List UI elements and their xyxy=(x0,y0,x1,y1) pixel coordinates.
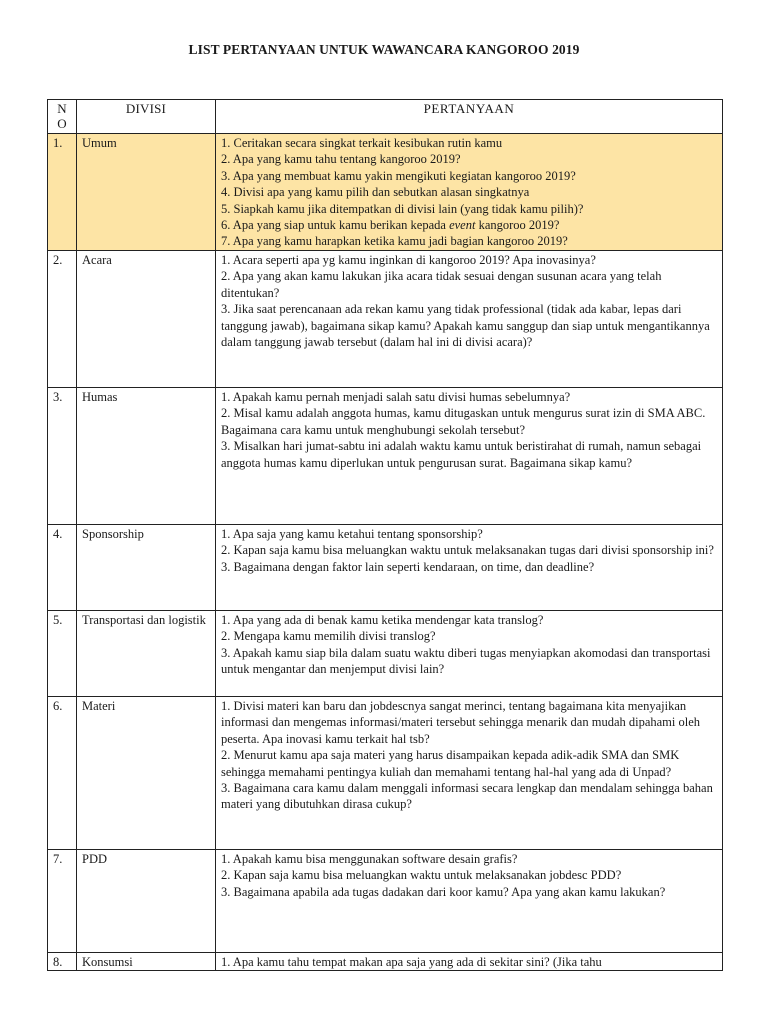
question-item: 3. Bagaimana apabila ada tugas dadakan dari koor kamu? Apa yang akan kamu lakukan? xyxy=(221,884,666,899)
table-header-row xyxy=(48,100,723,134)
header-no xyxy=(48,100,77,134)
question-text-emphasis: event xyxy=(449,218,476,233)
row-questions xyxy=(216,388,723,525)
question-item: 2. Misal kamu adalah anggota humas, kamu ditugaskan untuk mengurus surat izin di SMA ABC. Bagaimana cara kamu untuk menghubungi sekolah tersebut? xyxy=(221,406,706,437)
table-row xyxy=(48,525,723,611)
row-divisi: Umum xyxy=(77,134,216,251)
question-item: 1. Apa saja yang kamu ketahui tentang sponsorship? xyxy=(221,527,483,541)
question-item: 2. Apa yang kamu tahu tentang kangoroo 2019? xyxy=(221,152,461,167)
question-item: 2. Menurut kamu apa saja materi yang harus disampaikan kepada adik-adik SMA dan SMK sehingga memahami pentingya kuliah dan memahami tentang hal-hal yang ada di Unpad? xyxy=(221,748,680,779)
table-row xyxy=(48,388,723,525)
row-questions xyxy=(216,251,723,388)
row-divisi: PDD xyxy=(77,850,216,953)
row-divisi: Materi xyxy=(77,697,216,850)
questions-table xyxy=(47,99,723,971)
question-item: 4. Divisi apa yang kamu pilih dan sebutkan alasan singkatnya xyxy=(221,185,530,200)
question-item: 2. Mengapa kamu memilih divisi translog? xyxy=(221,629,436,644)
row-questions xyxy=(216,953,723,971)
question-item: 5. Siapkah kamu jika ditempatkan di divisi lain (yang tidak kamu pilih)? xyxy=(221,201,584,216)
header-pertanyaan: PERTANYAAN xyxy=(216,100,723,134)
question-item: 3. Apa yang membuat kamu yakin mengikuti kegiatan kangoroo 2019? xyxy=(221,168,576,183)
question-text-post: kangoroo 2019? xyxy=(475,218,560,233)
question-item xyxy=(221,217,717,233)
row-divisi: Acara xyxy=(77,251,216,388)
table-row xyxy=(48,251,723,388)
question-item: 2. Kapan saja kamu bisa meluangkan waktu untuk melaksanakan tugas dari divisi sponsorship ini? xyxy=(221,543,714,558)
question-item: 3. Bagaimana cara kamu dalam menggali informasi secara lengkap dan mendalam sehingga bahan materi yang dibutuhkan dirasa cukup? xyxy=(221,781,713,812)
question-item: 1. Divisi materi kan baru dan jobdescnya sangat merinci, tentang bagaimana kita menyajikan informasi dan mengemas informasi/materi tersebut sehingga menarik dan mudah dipahami oleh peserta. Apa inovasi kamu terkait hal tsb? xyxy=(221,699,701,746)
table-row xyxy=(48,611,723,697)
row-divisi: Transportasi dan logistik xyxy=(77,611,216,697)
row-questions xyxy=(216,697,723,850)
header-no-line2: O xyxy=(57,116,67,131)
question-item: 1. Apa kamu tahu tempat makan apa saja yang ada di sekitar sini? (Jika tahu xyxy=(221,955,602,969)
table-row xyxy=(48,953,723,971)
row-number: 8. xyxy=(48,953,77,971)
document-title: LIST PERTANYAAN UNTUK WAWANCARA KANGOROO 2019 xyxy=(188,42,580,57)
row-number: 2. xyxy=(48,251,77,388)
question-item: 2. Kapan saja kamu bisa meluangkan waktu untuk melaksanakan jobdesc PDD? xyxy=(221,868,622,883)
row-questions xyxy=(216,611,723,697)
row-divisi: Humas xyxy=(77,388,216,525)
question-item: 1. Ceritakan secara singkat terkait kesibukan rutin kamu xyxy=(221,136,503,150)
question-item: 3. Bagaimana dengan faktor lain seperti kendaraan, on time, dan deadline? xyxy=(221,559,595,574)
question-item: 2. Apa yang akan kamu lakukan jika acara tidak sesuai dengan susunan acara yang telah ditentukan? xyxy=(221,269,662,300)
question-item: 1. Apa yang ada di benak kamu ketika mendengar kata translog? xyxy=(221,613,544,627)
question-item: 1. Apakah kamu pernah menjadi salah satu divisi humas sebelumnya? xyxy=(221,390,571,404)
row-questions xyxy=(216,134,723,251)
row-number: 6. xyxy=(48,697,77,850)
table-row xyxy=(48,850,723,953)
row-number: 4. xyxy=(48,525,77,611)
table-row xyxy=(48,134,723,251)
table-row xyxy=(48,697,723,850)
row-number: 5. xyxy=(48,611,77,697)
row-questions xyxy=(216,525,723,611)
header-no-line1: N xyxy=(57,101,67,116)
row-questions xyxy=(216,850,723,953)
header-divisi: DIVISI xyxy=(77,100,216,134)
question-item: 7. Apa yang kamu harapkan ketika kamu jadi bagian kangoroo 2019? xyxy=(221,234,568,249)
row-divisi: Konsumsi xyxy=(77,953,216,971)
row-number: 7. xyxy=(48,850,77,953)
question-text-pre: 6. Apa yang siap untuk kamu berikan kepada xyxy=(221,218,450,233)
question-item: 1. Acara seperti apa yg kamu inginkan di kangoroo 2019? Apa inovasinya? xyxy=(221,253,596,267)
row-number: 1. xyxy=(48,134,77,251)
row-divisi: Sponsorship xyxy=(77,525,216,611)
question-item: 3. Misalkan hari jumat-sabtu ini adalah waktu kamu untuk beristirahat di rumah, namun sebagai anggota humas kamu diperlukan untuk pengurusan surat. Bagaimana sikap kamu? xyxy=(221,439,702,470)
question-item: 1. Apakah kamu bisa menggunakan software desain grafis? xyxy=(221,852,518,866)
question-item: 3. Apakah kamu siap bila dalam suatu waktu diberi tugas menyiapkan akomodasi dan transportasi untuk mengantar dan menjemput divisi lain? xyxy=(221,645,711,677)
question-item: 3. Jika saat perencanaan ada rekan kamu yang tidak professional (tidak ada kabar, lepas dari tanggung jawab), bagaimana sikap kamu? Apakah kamu sanggup dan siap untuk mengantikannya dalam tanggung jawab tersebut (dalam hal ini di divisi acara)? xyxy=(221,302,710,350)
row-number: 3. xyxy=(48,388,77,525)
